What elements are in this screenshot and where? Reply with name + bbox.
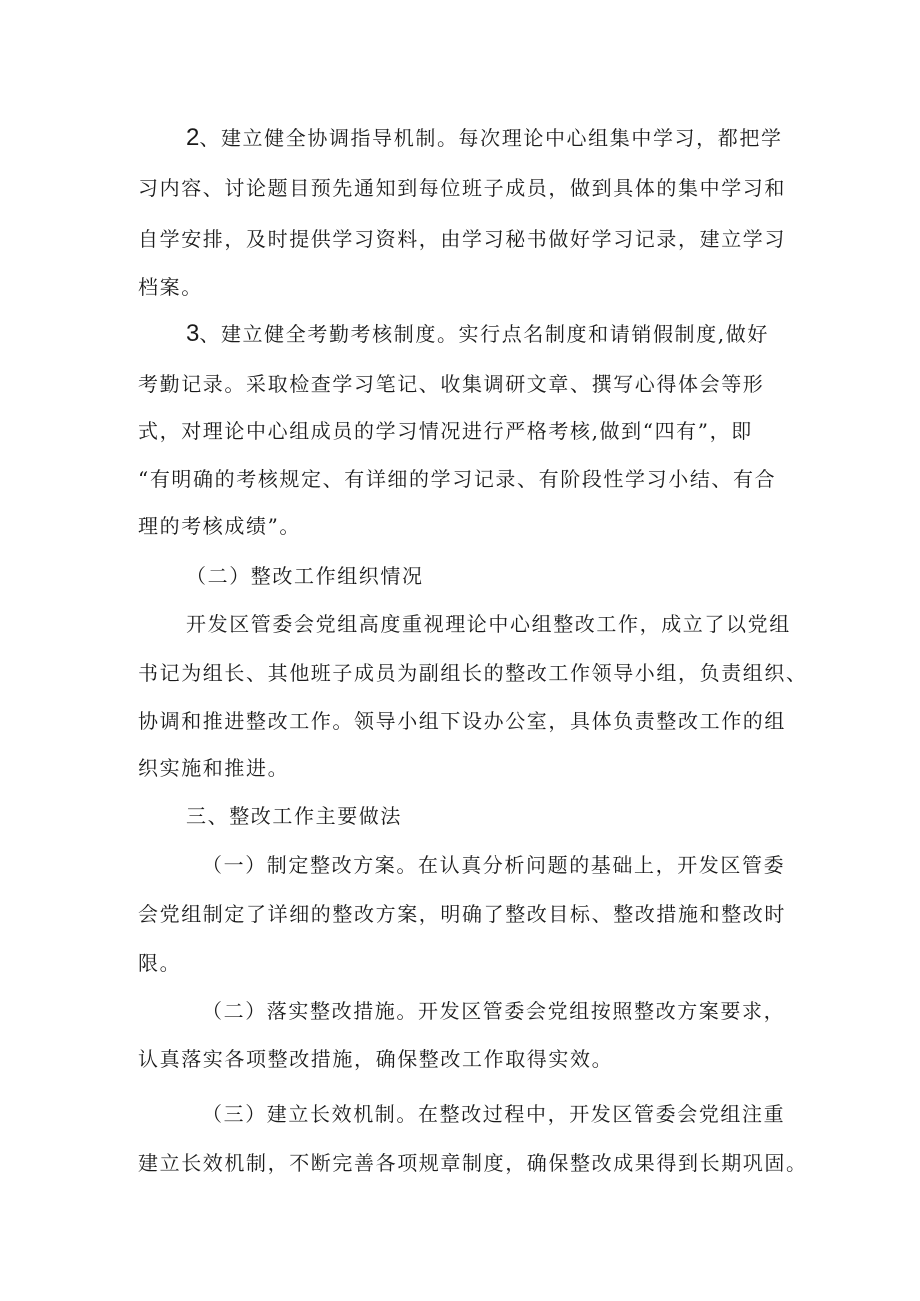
org-line-2: 书记为组长、其他班子成员为副组长的整改工作领导小组，负责组织、 — [138, 661, 808, 685]
item2-text-1: 、建立健全协调指导机制。每次理论中心组集中学习，都把学 — [199, 126, 783, 150]
measure3-line-1: （三）建立长效机制。在整改过程中，开发区管委会党组注重 — [202, 1102, 786, 1126]
item2-line-2: 习内容、讨论题目预先通知到每位班子成员，做到具体的集中学习和 — [138, 176, 786, 200]
org-line-4: 织实施和推进。 — [138, 756, 290, 780]
measure3-line-2: 建立长效机制，不断完善各项规章制度，确保整改成果得到长期巩固。 — [138, 1151, 808, 1175]
heading-section-3: 三、整改工作主要做法 — [186, 804, 402, 828]
item3-line-2: 考勤记录。采取检查学习笔记、收集调研文章、撰写心得体会等形 — [138, 372, 765, 396]
item3-line-3: 式，对理论中心组成员的学习情况进行严格考核,做到“四有”，即 — [138, 419, 753, 443]
measure1-line-3: 限。 — [138, 951, 182, 975]
measure1-line-1: （一）制定整改方案。在认真分析问题的基础上，开发区管委 — [202, 853, 786, 877]
subheading-org: （二）整改工作组织情况 — [186, 564, 424, 588]
item3-line-5: 理的考核成绩”。 — [138, 514, 302, 538]
item3-line-4: “有明确的考核规定、有详细的学习记录、有阶段性学习小结、有合 — [138, 467, 777, 491]
item3-text-1: 、建立健全考勤考核制度。实行点名制度和请销假制度,做好 — [199, 322, 769, 346]
measure2-line-1: （二）落实整改措施。开发区管委会党组按照整改方案要求， — [202, 999, 786, 1023]
item3-number: 3 — [186, 320, 200, 347]
org-line-3: 协调和推进整改工作。领导小组下设办公室，具体负责整改工作的组 — [138, 709, 786, 733]
item2-line-1 — [186, 125, 783, 151]
item2-line-3: 自学安排，及时提供学习资料，由学习秘书做好学习记录，建立学习 — [138, 227, 786, 251]
measure1-line-2: 会党组制定了详细的整改方案，明确了整改目标、整改措施和整改时 — [138, 902, 786, 926]
item2-line-4: 档案。 — [138, 275, 203, 299]
measure2-line-2: 认真落实各项整改措施，确保整改工作取得实效。 — [138, 1047, 614, 1071]
item2-number: 2 — [186, 124, 200, 151]
item3-line-1 — [186, 321, 769, 347]
org-line-1: 开发区管委会党组高度重视理论中心组整改工作，成立了以党组 — [186, 612, 791, 636]
